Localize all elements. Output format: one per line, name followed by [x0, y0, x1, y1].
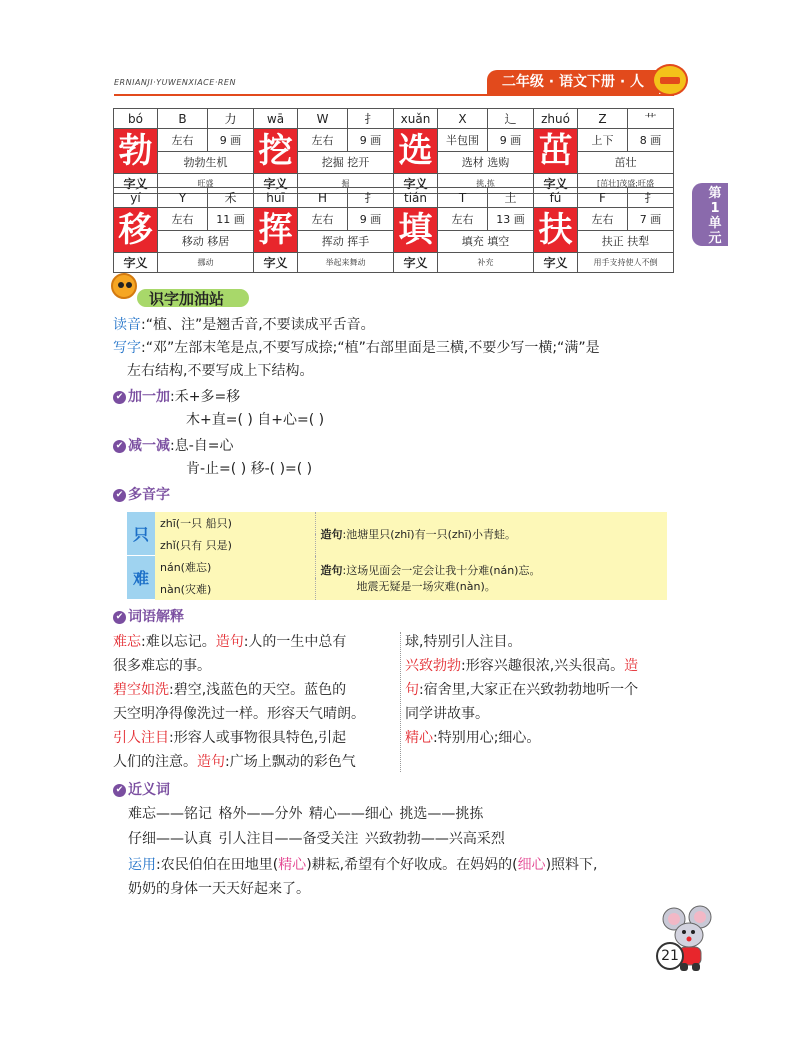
- char-words: 挖掘 挖开: [298, 151, 394, 174]
- words-left-column: [113, 630, 395, 774]
- polyphone-reading: zhǐ(只有 只是): [155, 534, 315, 556]
- char-meaning: 补充: [438, 253, 534, 273]
- synonym-title: 近义词: [128, 782, 170, 798]
- char-radical: 扌: [348, 109, 394, 129]
- word-def: :形容人或事物很具特色,引起: [169, 730, 347, 746]
- polyphone-example: [315, 556, 667, 600]
- writing-line2: 左右结构,不要写成上下结构。: [127, 363, 314, 379]
- side-tab-line: 1: [710, 201, 720, 216]
- char-index-letter: H: [298, 188, 348, 208]
- example-label-2: 句: [405, 682, 419, 698]
- char-meaning-label: 字义: [534, 253, 578, 273]
- char-meaning-label: 字义: [114, 174, 158, 194]
- char-meaning: 用手支持使人不倒: [578, 253, 674, 273]
- character: 挖: [254, 129, 298, 174]
- subtract-formula: :息-自=心: [170, 438, 234, 454]
- section-banner: [113, 283, 253, 311]
- example-label: 造: [624, 658, 639, 674]
- book-badge-icon: [652, 64, 688, 96]
- char-words: 填充 填空: [438, 230, 534, 253]
- char-strokes: 8 画: [628, 129, 674, 152]
- character: 移: [114, 208, 158, 253]
- char-words: 茁壮: [578, 151, 674, 174]
- char-meaning-label: 字义: [534, 174, 578, 194]
- char-radical: 土: [488, 188, 534, 208]
- polyphone-reading: nàn(灾难): [155, 578, 315, 600]
- mascot-icon: [109, 273, 139, 309]
- char-words: 勃勃生机: [158, 151, 254, 174]
- word-example: :广场上飘动的彩色气: [225, 754, 356, 770]
- word-def: :形容兴趣很浓,兴头很高。: [461, 658, 625, 674]
- word-term: 引人注目: [113, 730, 169, 746]
- char-index-letter: F: [578, 188, 628, 208]
- usage-text: :农民伯伯在田地里(: [156, 857, 279, 873]
- check-icon: ✔: [113, 440, 126, 453]
- words-section: [113, 607, 184, 627]
- char-radical: 扌: [628, 188, 674, 208]
- char-radical: 力: [208, 109, 254, 129]
- word-cont-text: 人们的注意。: [113, 754, 197, 770]
- usage-word: 精心: [278, 857, 307, 873]
- character: 茁: [534, 129, 578, 174]
- subtract-section: [113, 436, 234, 456]
- reading-note: [113, 314, 375, 336]
- char-pinyin: wā: [254, 109, 298, 129]
- example-text: :池塘里只(zhī)有一只(zhī)小青蛙。: [342, 527, 516, 541]
- word-def: :难以忘记。: [141, 634, 216, 650]
- usage-text: )照料下,: [545, 857, 598, 873]
- add-exercise: 木+直=( ) 自+心=( ): [186, 412, 325, 428]
- char-meaning: 掘: [298, 174, 394, 194]
- add-formula: :禾+多=移: [170, 389, 241, 405]
- check-icon: ✔: [113, 489, 126, 502]
- synonym-section: [113, 780, 170, 800]
- polyphone-table: [127, 512, 667, 600]
- page-number: 21: [656, 942, 684, 970]
- char-strokes: 9 画: [488, 129, 534, 152]
- char-strokes: 7 画: [628, 208, 674, 231]
- character: 勃: [114, 129, 158, 174]
- polyphone-title: 多音字: [128, 487, 170, 503]
- check-icon: ✔: [113, 391, 126, 404]
- char-pinyin: yí: [114, 188, 158, 208]
- char-structure: 左右: [298, 208, 348, 231]
- example-text: :这场见面会一定会让我十分难(nán)忘。: [342, 563, 541, 577]
- word-entry: [405, 654, 680, 678]
- header-rule: [114, 94, 674, 96]
- char-meaning-label: 字义: [254, 253, 298, 273]
- char-meaning: [茁壮]茂盛;旺盛: [578, 174, 674, 194]
- word-entry: [405, 726, 680, 750]
- char-pinyin: fú: [534, 188, 578, 208]
- unit-side-tab: [692, 183, 728, 246]
- char-index-letter: W: [298, 109, 348, 129]
- char-structure: 左右: [438, 208, 488, 231]
- usage-label: 运用: [128, 857, 156, 873]
- example-label: 造句: [197, 754, 225, 770]
- char-meaning-label: 字义: [394, 174, 438, 194]
- word-def: :特别用心;细心。: [433, 730, 541, 746]
- word-term: 难忘: [113, 634, 141, 650]
- word-entry: [113, 678, 395, 702]
- char-words: 移动 移居: [158, 230, 254, 253]
- word-cont: [113, 750, 395, 774]
- usage-text: )耕耘,希望有个好收成。在妈妈的(: [306, 857, 518, 873]
- char-meaning: 挑,拣: [438, 174, 534, 194]
- word-cont: 同学讲故事。: [405, 706, 489, 722]
- word-cont: 很多难忘的事。: [113, 658, 211, 674]
- char-words: 选材 选购: [438, 151, 534, 174]
- word-def: :碧空,浅蓝色的天空。蓝色的: [169, 682, 347, 698]
- char-meaning: 旺盛: [158, 174, 254, 194]
- side-tab-line: 单: [708, 216, 722, 231]
- word-entry: [113, 630, 395, 654]
- polyphone-reading: nán(难忘): [155, 556, 315, 578]
- char-index-letter: T: [438, 188, 488, 208]
- char-pinyin: tián: [394, 188, 438, 208]
- character: 扶: [534, 208, 578, 253]
- writing-line1: :“邓”左部末笔是点,不要写成捺;“植”右部里面是三横,不要少写一横;“满”是: [141, 340, 600, 356]
- synonym-line: 仔细——认真 引人注目——备受关注 兴致勃勃——兴高采烈: [128, 831, 505, 847]
- char-meaning: 举起来舞动: [298, 253, 394, 273]
- char-structure: 半包围: [438, 129, 488, 152]
- word-example-text: :宿舍里,大家正在兴致勃勃地听一个: [419, 682, 639, 698]
- subtract-title: 减一减: [128, 438, 170, 454]
- subtract-exercise: 肯-止=( ) 移-( )=( ): [186, 461, 313, 477]
- usage-line2: 奶奶的身体一天天好起来了。: [128, 881, 310, 897]
- char-pinyin: bó: [114, 109, 158, 129]
- polyphone-char: 只: [127, 512, 155, 556]
- char-structure: 左右: [158, 129, 208, 152]
- word-example: [405, 678, 680, 702]
- char-radical: 辶: [488, 109, 534, 129]
- char-index-letter: X: [438, 109, 488, 129]
- char-words: 挥动 挥手: [298, 230, 394, 253]
- check-icon: ✔: [113, 611, 126, 624]
- character: 挥: [254, 208, 298, 253]
- char-strokes: 11 画: [208, 208, 254, 231]
- word-term: 精心: [405, 730, 433, 746]
- banner-title: 识字加油站: [149, 290, 225, 308]
- reading-label: 读音: [113, 317, 141, 333]
- polyphone-char: 难: [127, 556, 155, 600]
- char-index-letter: Y: [158, 188, 208, 208]
- character-table-2: [113, 187, 674, 273]
- char-radical: 禾: [208, 188, 254, 208]
- header-title: 二年级 · 语文下册 · 人: [487, 70, 659, 94]
- char-meaning-label: 字义: [394, 253, 438, 273]
- char-meaning-label: 字义: [114, 253, 158, 273]
- polyphone-example: [315, 512, 667, 556]
- usage-line: [128, 854, 597, 876]
- words-right-column: [405, 630, 680, 750]
- char-strokes: 9 画: [348, 129, 394, 152]
- words-title: 词语解释: [128, 609, 184, 625]
- side-tab-line: 第: [708, 186, 722, 201]
- usage-word: 细心: [517, 857, 546, 873]
- character-table-1: [113, 108, 674, 194]
- char-structure: 上下: [578, 129, 628, 152]
- char-meaning-label: 字义: [254, 174, 298, 194]
- check-icon: ✔: [113, 784, 126, 797]
- polyphone-reading: zhī(一只 船只): [155, 512, 315, 534]
- char-strokes: 9 画: [208, 129, 254, 152]
- word-cont: 天空明净得像洗过一样。形容天气晴朗。: [113, 706, 365, 722]
- char-pinyin: xuǎn: [394, 109, 438, 129]
- example-label: 造句: [320, 563, 343, 577]
- column-divider: [400, 632, 401, 772]
- char-strokes: 13 画: [488, 208, 534, 231]
- add-section: [113, 387, 240, 407]
- char-pinyin: zhuó: [534, 109, 578, 129]
- header-left-text: ERNIANJI·YUWENXIACE·REN: [114, 78, 236, 87]
- char-index-letter: Z: [578, 109, 628, 129]
- char-index-letter: B: [158, 109, 208, 129]
- char-meaning: 挪动: [158, 253, 254, 273]
- example-label: 造句: [215, 634, 244, 650]
- example-label: 造句: [320, 527, 343, 541]
- char-structure: 左右: [578, 208, 628, 231]
- writing-note: [113, 337, 600, 359]
- word-term: 兴致勃勃: [405, 658, 461, 674]
- reading-text: :“植、注”是翘舌音,不要读成平舌音。: [141, 317, 375, 333]
- char-structure: 左右: [298, 129, 348, 152]
- synonym-line: 难忘——铭记 格外——分外 精心——细心 挑选——挑拣: [128, 806, 484, 822]
- side-tab-line: 元: [708, 231, 722, 246]
- char-structure: 左右: [158, 208, 208, 231]
- example-text-2: 地震无疑是一场灾难(nàn)。: [356, 579, 496, 593]
- word-example: :人的一生中总有: [243, 634, 347, 650]
- character: 填: [394, 208, 438, 253]
- word-cont: 球,特别引人注目。: [405, 634, 522, 650]
- polyphone-section: [113, 485, 170, 505]
- word-term: 碧空如洗: [113, 682, 169, 698]
- add-title: 加一加: [128, 389, 170, 405]
- char-words: 扶正 扶犁: [578, 230, 674, 253]
- char-pinyin: huī: [254, 188, 298, 208]
- char-radical: 扌: [348, 188, 394, 208]
- character: 选: [394, 129, 438, 174]
- word-entry: [113, 726, 395, 750]
- char-strokes: 9 画: [348, 208, 394, 231]
- char-radical: 艹: [628, 109, 674, 129]
- writing-label: 写字: [113, 340, 141, 356]
